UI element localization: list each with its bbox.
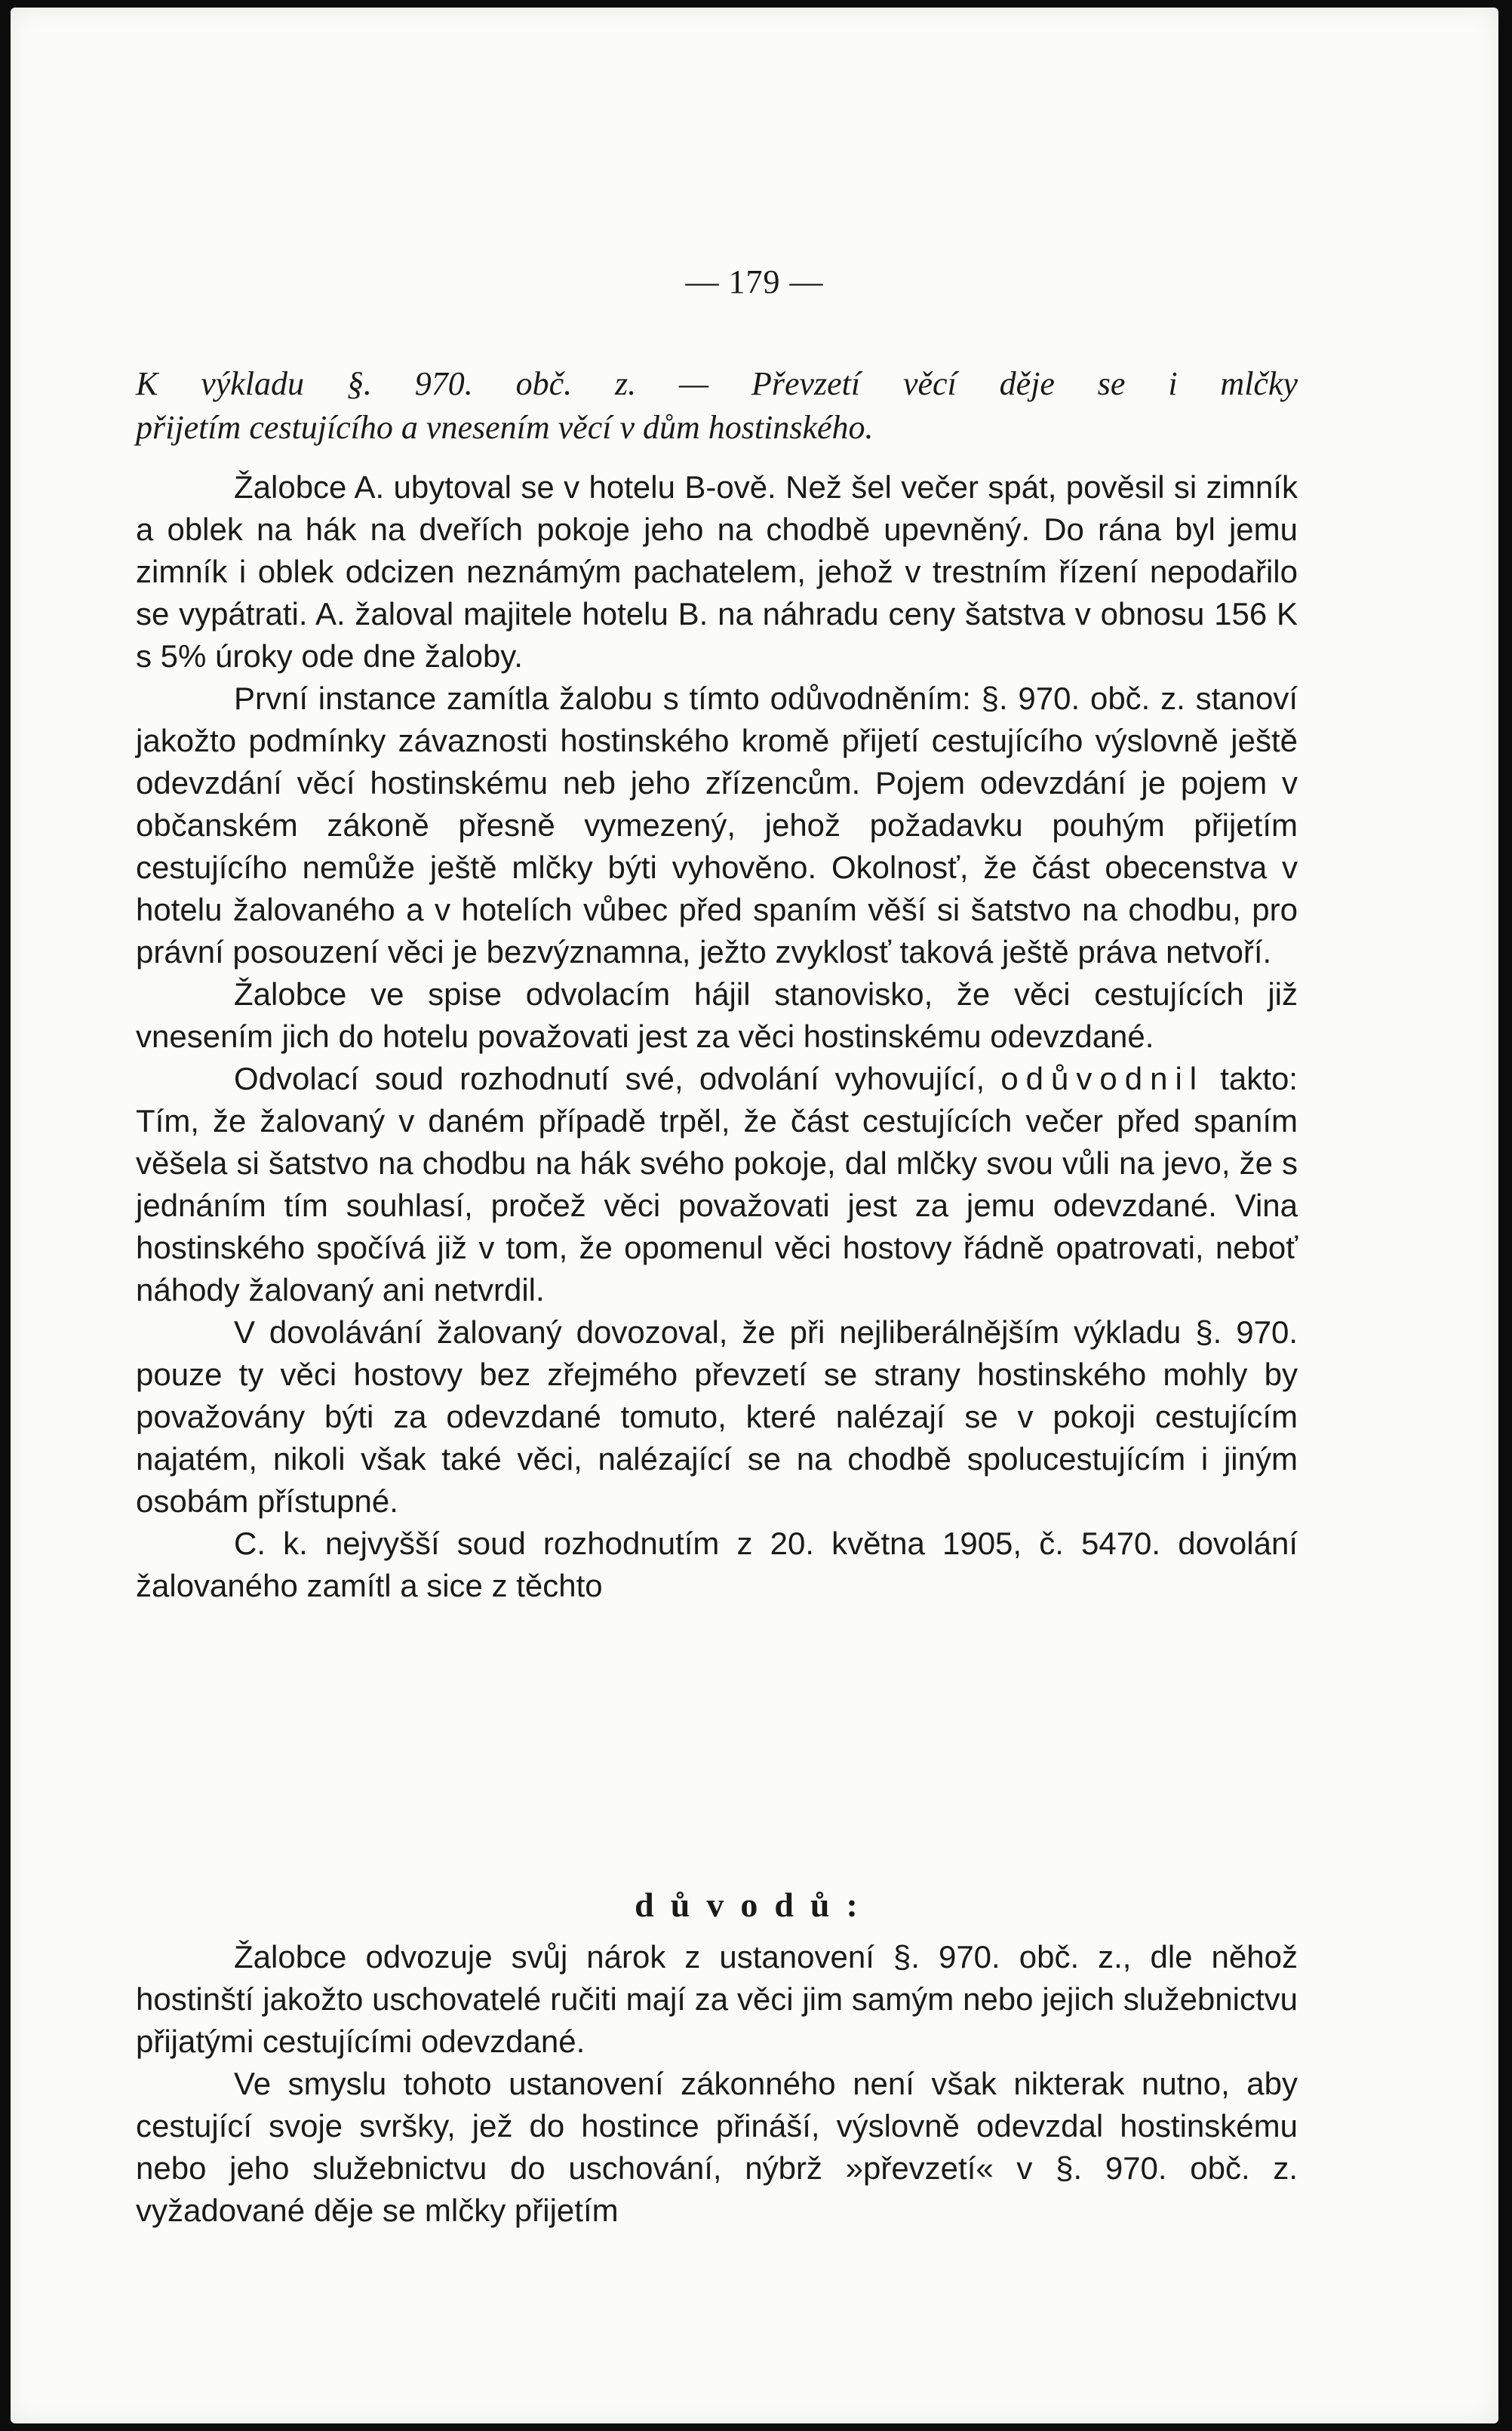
paragraph-7: Žalobce odvozuje svůj nárok z ustanovení §. 970. obč. z., dle něhož hostinští jakožto uschovatelé ručiti mají za věci jim samým nebo jejich služebnictvu přijatými cestujícími odevzdané. (136, 1939, 1298, 2059)
paragraph-4-rest: takto: Tím, že žalovaný v daném případě trpěl, že část cestujících večer před spaním věšela si šatstvo na chodbu na hák svého pokoje, dal mlčky svou vůli na jevo, že s jednáním tím souhlasí, pročež věci považovati jest za jemu odevzdané. Vina hostinského spočívá již v tom, že opomenul věci hostovy řádně opatrovati, neboť náhody žalovaný ani netvrdil. (136, 1061, 1298, 1308)
paragraph-8: Ve smyslu tohoto ustanovení zákonného není však nikterak nutno, aby cestující svoje svršky, jež do hostince přináší, výslovně odevzdal hostinskému nebo jeho služebnictvu do uschování, nýbrž »převzetí« v §. 970. obč. z. vyžadované děje se mlčky přijetím (136, 2066, 1298, 2228)
paragraph-1: Žalobce A. ubytoval se v hotelu B-ově. Než šel večer spát, pověsil si zimník a oblek na hák na dveřích pokoje jeho na chodbě upevněný. Do rána byl jemu zimník i oblek odcizen neznámým pachatelem, jehož v trestním řízení nepodařilo se vypátrati. A. žaloval majitele hotelu B. na náhradu ceny šatstva v obnosu 156 K s 5% úroky ode dne žaloby. (136, 469, 1298, 674)
section-heading-reasons: důvodů: (635, 1885, 874, 1924)
paragraph-5: V dovolávání žalovaný dovozoval, že při nejliberálnějším výkladu §. 970. pouze ty věci hostovy bez zřejmého převzetí se strany hostinského mohly by považovány býti za odevzdané tomuto, které nalézají se v pokoji cestujícím najatém, nikoli však také věci, nalézající se na chodbě spolucestujícím i jiným osobám přístupné. (136, 1314, 1298, 1519)
article-heading (136, 362, 1298, 450)
paragraph-4 (136, 1058, 1298, 1311)
body-text-lower (136, 1936, 1298, 2232)
body-text-upper (136, 466, 1298, 1607)
paragraph-4-spaced-word: odůvodnil (1000, 1061, 1205, 1096)
paragraph-6: C. k. nejvyšší soud rozhodnutím z 20. května 1905, č. 5470. dovolání žalovaného zamítl a sice z těchto (136, 1526, 1298, 1603)
paragraph-3: Žalobce ve spise odvolacím hájil stanovisko, že věci cestujících již vnesením jich do hotelu považovati jest za věci hostinskému odevzdané. (136, 976, 1298, 1054)
article-heading-line-2: přijetím cestujícího a vnesením věcí v dům hostinského. (136, 409, 874, 446)
article-heading-line-1: K výkladu §. 970. obč. z. — Převzetí věcí děje se i mlčky (136, 365, 1298, 402)
paragraph-2: První instance zamítla žalobu s tímto odůvodněním: §. 970. obč. z. stanoví jakožto podmínky závaznosti hostinského kromě přijetí cestujícího výslovně ještě odevzdání věcí hostinskému neb jeho zřízencům. Pojem odevzdání je pojem v občanském zákoně přesně vymezený, jehož požadavku pouhým přijetím cestujícího nemůže ještě mlčky býti vyhověno. Okolnosť, že část obecenstva v hotelu žalovaného a v hotelích vůbec před spaním věší si šatstvo na chodbu, pro právní posouzení věci je bezvýznamna, ježto zvyklosť taková ještě práva netvoří. (136, 681, 1298, 970)
paragraph-4-start: Odvolací soud rozhodnutí své, odvolání vyhovující, (234, 1061, 1001, 1096)
document-page (11, 8, 1498, 2423)
page-number: — 179 — (685, 263, 824, 300)
